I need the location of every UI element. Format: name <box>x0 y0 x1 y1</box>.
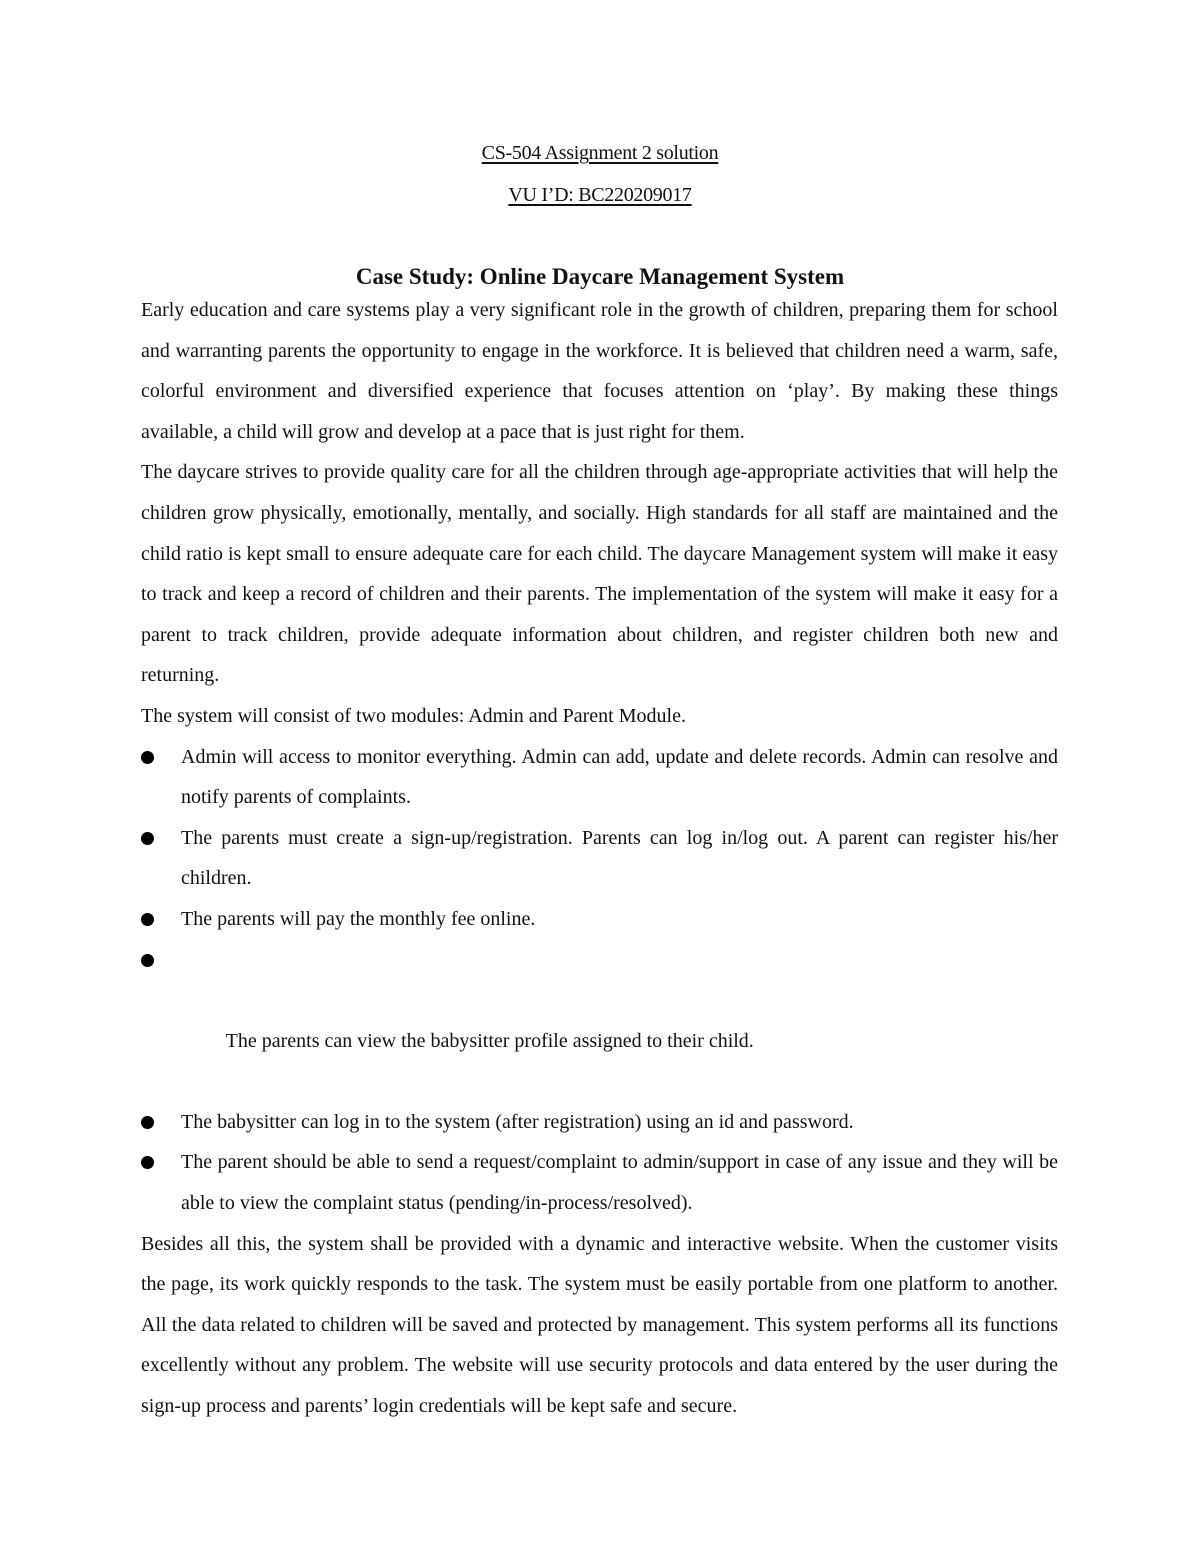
paragraph-intro: Early education and care systems play a very significant role in the growth of children, preparing them for school and warranting parents the opportunity to engage in the workforce. It is believed that children need a warm, safe, colorful environment and diversified experience that focuses attention on ‘play’. By making these things available, a child will grow and develop at a pace that is just right for them. <box>141 299 1058 443</box>
bullet-icon <box>141 751 154 764</box>
list-item <box>141 1142 1058 1223</box>
paragraph-daycare: The daycare strives to provide quality care for all the children through age-appropriate activities that will help the children grow physically, emotionally, mentally, and socially. High standards for all staff are maintained and the child ratio is kept small to ensure adequate care for each child. The daycare Management system will make it easy to track and keep a record of children and their parents. The implementation of the system will make it easy for a parent to track children, provide adequate information about children, and register children both new and returning. <box>141 461 1058 687</box>
module-bullet-list <box>141 737 1058 1224</box>
list-item-text: The parents must create a sign-up/registration. Parents can log in/log out. A parent can register his/her children. <box>181 826 1058 890</box>
list-item-text: The parents can view the babysitter profile assigned to their child. <box>221 1029 754 1052</box>
bullet-icon <box>141 1156 154 1169</box>
document-body <box>141 290 1058 1427</box>
case-study-title: Case Study: Online Daycare Management System <box>355 264 845 289</box>
list-item <box>141 940 1058 1102</box>
list-item <box>141 1102 1058 1143</box>
bullet-icon <box>141 1116 154 1129</box>
list-item-text: Admin will access to monitor everything. Admin can add, update and delete records. Admin can resolve and notify parents of complaints. <box>181 745 1058 809</box>
bullet-icon <box>141 832 154 845</box>
paragraph-conclusion: Besides all this, the system shall be provided with a dynamic and interactive website. When the customer visits the page, its work quickly responds to the task. The system must be easily portable from one platform to another. All the data related to children will be saved and protected by management. This system performs all its functions excellently without any problem. The website will use security protocols and data entered by the user during the sign-up process and parents’ login credentials will be kept safe and secure. <box>141 1232 1058 1418</box>
list-item <box>141 818 1058 899</box>
bullet-icon <box>141 954 154 967</box>
list-item-text: The babysitter can log in to the system (after registration) using an id and password. <box>181 1110 854 1133</box>
list-item <box>141 737 1058 818</box>
assignment-title: CS-504 Assignment 2 solution <box>481 142 719 164</box>
vu-id: VU I’D: BC220209017 <box>508 184 692 206</box>
list-item-text: The parents will pay the monthly fee online. <box>181 907 536 930</box>
list-item <box>141 899 1058 940</box>
list-item-text: The parent should be able to send a request/complaint to admin/support in case of any issue and they will be able to view the complaint status (pending/in-process/resolved). <box>181 1151 1058 1215</box>
bullet-icon <box>141 913 154 926</box>
paragraph-modules: The system will consist of two modules: Admin and Parent Module. <box>141 704 686 727</box>
